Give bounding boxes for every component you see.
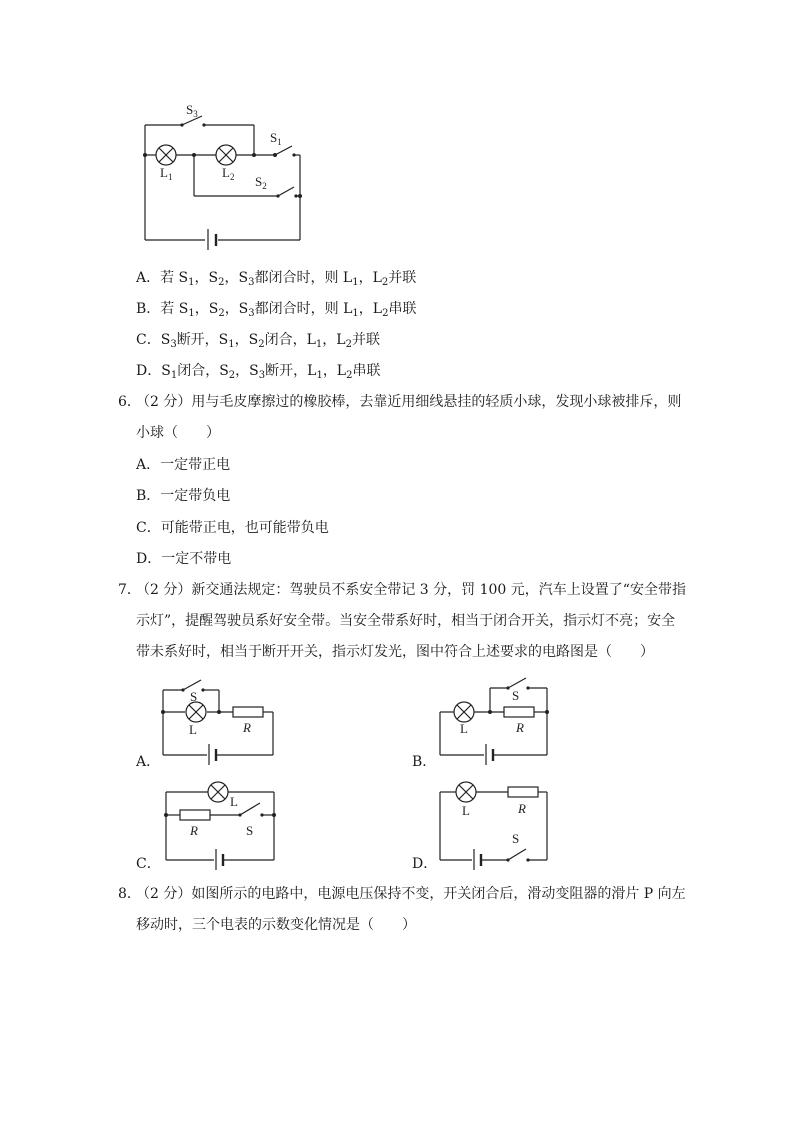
q7-circuit-c[interactable] <box>160 775 285 870</box>
label-s: S <box>190 689 198 704</box>
q6-stem-line1: （2 分）用与毛皮摩擦过的橡胶棒，去靠近用细线悬挂的轻质小球，发现小球被排斥，则 <box>136 394 682 410</box>
q6-option-a[interactable]: A．一定带正电 <box>136 457 231 473</box>
label-l2: $L_2$ <box>222 165 235 182</box>
q6-option-d[interactable]: D．一定不带电 <box>136 551 232 567</box>
q7-circuit-a[interactable] <box>155 670 280 765</box>
q7-stem-line2: 示灯”，提醒驾驶员系好安全带。当安全带系好时，相当于闭合开关，指示灯不亮；安全 <box>136 613 676 629</box>
q8-number: 8． <box>118 886 141 902</box>
q5-option-a[interactable]: A．若 $S_1$，$S_2$，$S_3$都闭合时，则 $L_1$，$L_2$并联 <box>136 270 417 288</box>
q7-option-c-label[interactable]: C． <box>136 856 161 872</box>
q6-stem-line2: 小球（ ） <box>136 425 220 441</box>
q5-option-c[interactable]: C．$S_3$断开，$S_1$，$S_2$闭合，$L_1$，$L_2$并联 <box>136 332 380 350</box>
label-l1: $L_1$ <box>160 165 173 182</box>
q7-stem-line3: 带未系好时，相当于断开开关，指示灯发光，图中符合上述要求的电路图是（ ） <box>136 644 654 660</box>
q5-option-b[interactable]: B．若 $S_1$，$S_2$，$S_3$都闭合时，则 $L_1$，$L_2$串联 <box>136 301 417 319</box>
q8-stem-line2: 移动时，三个电表的示数变化情况是（ ） <box>136 917 416 933</box>
label-l: L <box>230 794 238 809</box>
label-s2: $S_2$ <box>255 174 267 191</box>
q7-option-b-label[interactable]: B． <box>412 754 437 770</box>
circuit-diagram-q5 <box>130 100 320 250</box>
q6-option-b[interactable]: B．一定带负电 <box>136 488 231 504</box>
q7-circuit-d[interactable] <box>432 775 557 870</box>
q8-stem-line1: （2 分）如图所示的电路中，电源电压保持不变，开关闭合后，滑动变阻器的滑片 P 向左 <box>136 886 686 902</box>
q7-circuit-b[interactable] <box>432 670 557 765</box>
q7-number: 7． <box>118 582 141 598</box>
label-l: L <box>460 721 468 736</box>
label-s: S <box>246 823 254 838</box>
label-l: L <box>462 803 470 818</box>
q7-option-a-label[interactable]: A． <box>136 754 161 770</box>
q6-number: 6． <box>118 394 141 410</box>
label-r: R <box>518 801 526 816</box>
label-s: S <box>512 831 520 846</box>
label-r: R <box>516 720 524 735</box>
q5-option-d[interactable]: D．$S_1$闭合，$S_2$，$S_3$断开，$L_1$，$L_2$串联 <box>136 363 381 381</box>
label-s: S <box>512 688 520 703</box>
label-r: R <box>190 823 198 838</box>
label-r: R <box>243 720 251 735</box>
label-l: L <box>189 722 197 737</box>
label-s3: $S_3$ <box>186 102 198 119</box>
label-s1: $S_1$ <box>270 130 282 147</box>
q7-stem-line1: （2 分）新交通法规定：驾驶员不系安全带记 3 分，罚 100 元，汽车上设置了“安全带指 <box>136 582 686 598</box>
q6-option-c[interactable]: C．可能带正电，也可能带负电 <box>136 520 329 536</box>
q7-option-d-label[interactable]: D． <box>412 856 438 872</box>
